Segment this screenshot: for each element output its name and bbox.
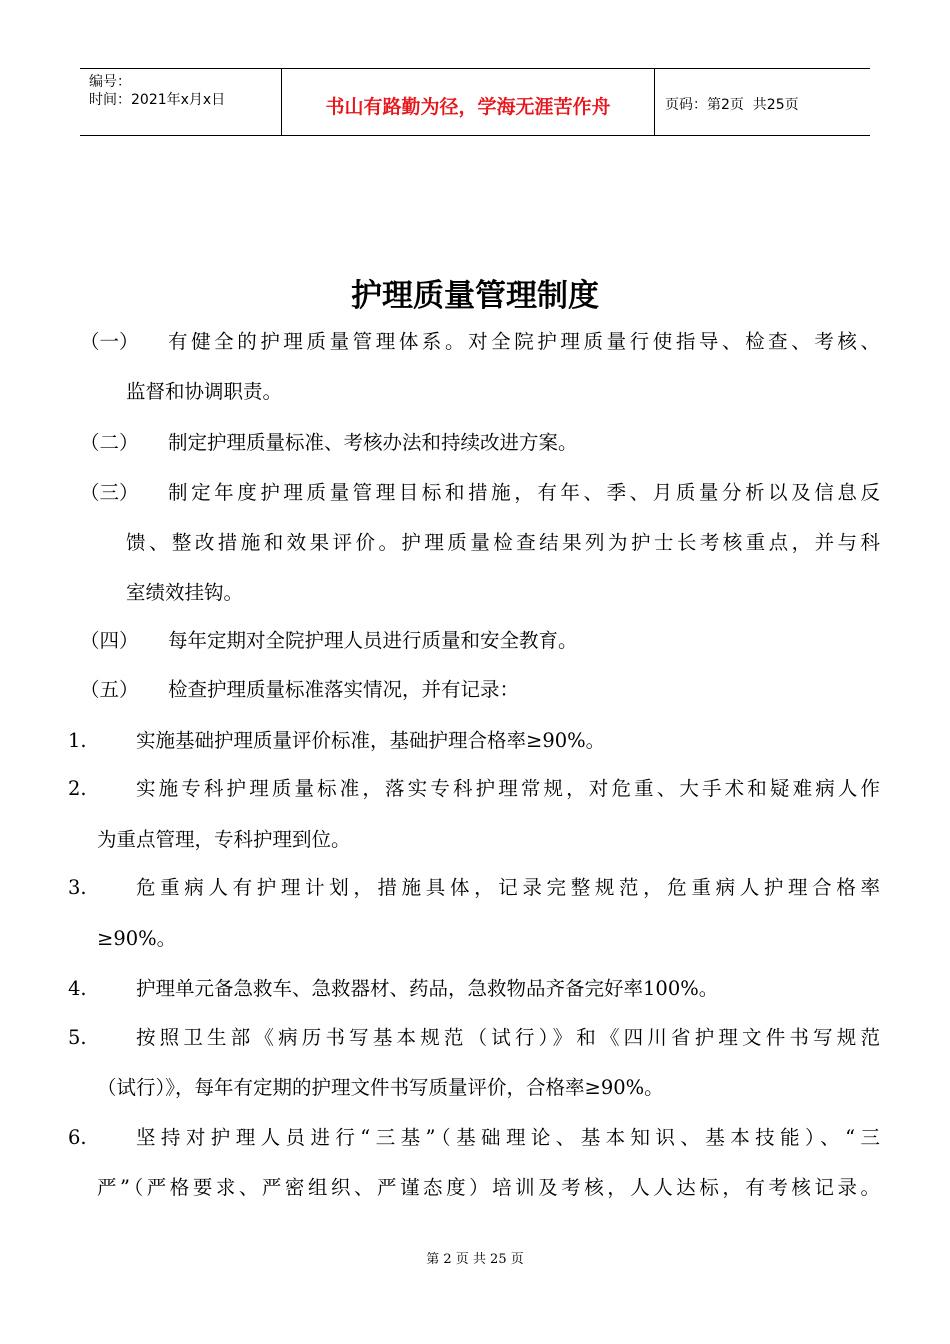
item-1-line-1: 实施基础护理质量评价标准，基础护理合格率≥90%。 — [136, 729, 606, 752]
section-3-line-3: 室绩效挂钩。 — [126, 581, 244, 604]
header-page-info — [655, 69, 870, 135]
document-date: 时间：2021年x月x日 — [89, 92, 226, 108]
item-3-line-1: 危重病人有护理计划，措施具体，记录完整规范，危重病人护理合格率 — [136, 876, 880, 899]
item-1-mark: 1. — [68, 729, 87, 752]
section-3-mark: （三） — [80, 481, 139, 504]
item-2-mark: 2. — [68, 777, 87, 800]
page-header — [80, 68, 870, 136]
section-4-line-1: 每年定期对全院护理人员进行质量和安全教育。 — [168, 629, 578, 652]
item-6-line-1: 坚持对护理人员进行“三基”（基础理论、基本知识、基本技能）、“三 — [136, 1126, 880, 1149]
item-5-line-1: 按照卫生部《病历书写基本规范（试行）》和《四川省护理文件书写规范 — [136, 1026, 880, 1049]
section-1-mark: （一） — [80, 330, 139, 353]
section-3-line-2: 馈、整改措施和效果评价。护理质量检查结果列为护士长考核重点，并与科 — [126, 531, 880, 554]
item-2-line-1: 实施专科护理质量标准，落实专科护理常规，对危重、大手术和疑难病人作 — [136, 777, 880, 800]
section-3-line-1: 制定年度护理质量管理目标和措施，有年、季、月质量分析以及信息反 — [168, 481, 880, 504]
page-title: 护理质量管理制度 — [351, 278, 599, 314]
header-meta — [80, 69, 282, 135]
item-5-line-2: （试行）》，每年有定期的护理文件书写质量评价，合格率≥90%。 — [97, 1076, 664, 1099]
item-6-mark: 6. — [68, 1126, 87, 1149]
page-footer: 第 2 页 共 25 页 — [426, 1252, 524, 1267]
item-5-mark: 5. — [68, 1026, 87, 1049]
section-5-mark: （五） — [80, 678, 139, 701]
section-1-line-2: 监督和协调职责。 — [126, 380, 283, 403]
item-3-line-2: ≥90%。 — [97, 927, 177, 950]
item-3-mark: 3. — [68, 876, 87, 899]
header-page-info-text: 页码：第2页 共25页 — [665, 97, 799, 113]
header-motto: 书山有路勤为径，学海无涯苦作舟 — [282, 69, 655, 135]
document-number: 编号： — [89, 74, 131, 90]
item-4-mark: 4. — [68, 977, 87, 1000]
section-2-line-1: 制定护理质量标准、考核办法和持续改进方案。 — [168, 431, 578, 454]
section-5-line-1: 检查护理质量标准落实情况，并有记录： — [168, 678, 520, 701]
section-1-line-1: 有健全的护理质量管理体系。对全院护理质量行使指导、检查、考核、 — [168, 330, 880, 353]
section-4-mark: （四） — [80, 629, 139, 652]
item-2-line-2: 为重点管理，专科护理到位。 — [97, 828, 351, 851]
item-4-line-1: 护理单元备急救车、急救器材、药品，急救物品齐备完好率100%。 — [136, 977, 719, 1000]
item-6-line-2: 严”（严格要求、严密组织、严谨态度）培训及考核，人人达标，有考核记录。 — [97, 1176, 880, 1199]
section-2-mark: （二） — [80, 431, 139, 454]
